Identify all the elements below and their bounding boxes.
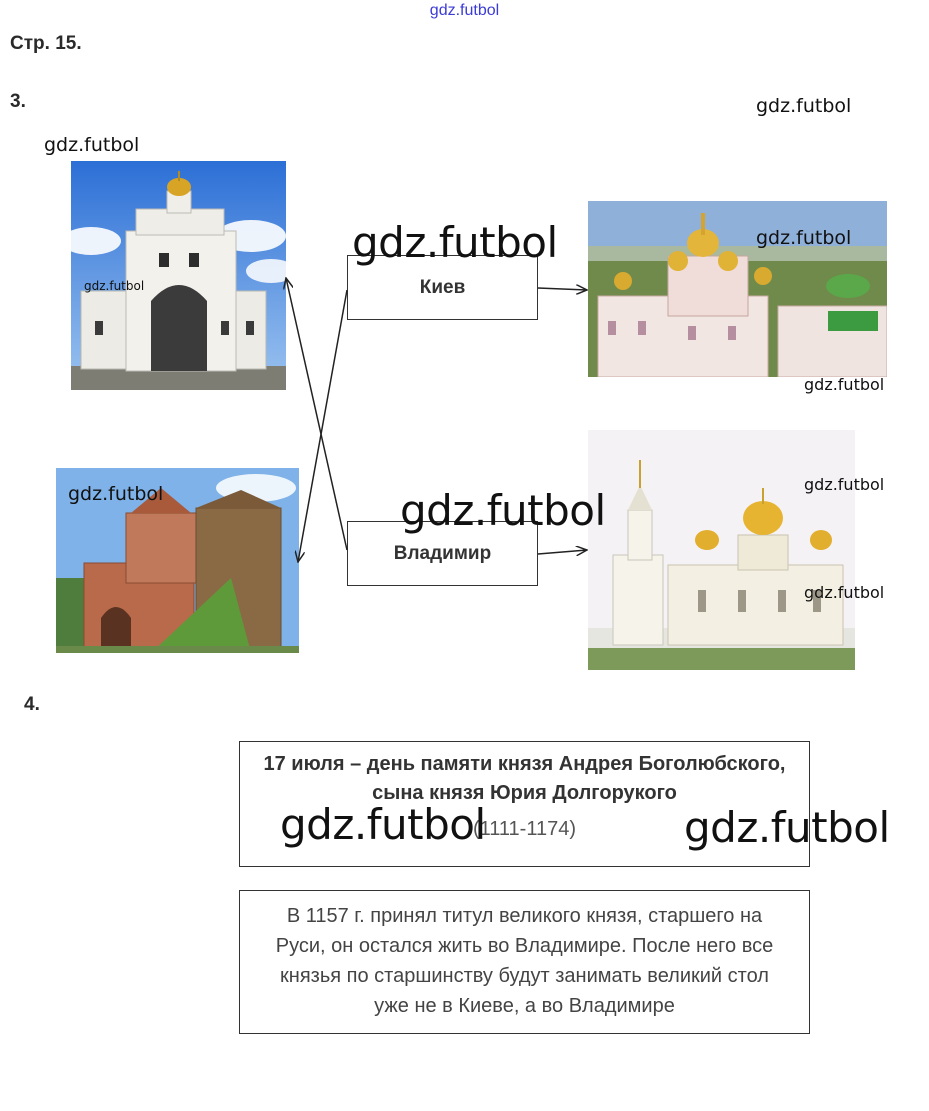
vladimir-box: Владимир: [347, 521, 538, 586]
watermark-text: gdz.futbol: [804, 583, 885, 602]
task-4-number: 4.: [24, 694, 40, 715]
watermark-text: gdz.futbol: [756, 95, 852, 117]
watermark-text: gdz.futbol: [84, 279, 145, 293]
watermark-text: gdz.futbol: [44, 134, 140, 156]
watermark-text: gdz.futbol: [280, 800, 486, 849]
watermark-text: gdz.futbol: [400, 486, 606, 535]
arrow-kiev-to-lavra: [538, 288, 587, 290]
arrow-vladimir-to-cathedral: [538, 550, 587, 554]
task-3-number: 3.: [10, 91, 26, 112]
watermark-text: gdz.futbol: [684, 803, 890, 852]
memo-years: (1111-1174): [472, 818, 577, 840]
watermark-text: gdz.futbol: [756, 227, 852, 249]
top-watermark: gdz.futbol: [429, 2, 500, 19]
kiev-box: Киев: [347, 255, 538, 320]
page-header: Стр. 15.: [10, 33, 82, 54]
memo-text-box: [239, 890, 810, 1034]
watermark-text: gdz.futbol: [804, 475, 885, 494]
memo-title: 17 июля – день памяти князя Андрея Боголюбского, сына князя Юрия Долгорукого: [263, 753, 786, 804]
watermark-text: gdz.futbol: [804, 375, 885, 394]
watermark-text: gdz.futbol: [352, 218, 558, 267]
arrow-kiev-to-golden-gate-kiev: [298, 290, 347, 562]
watermark-text: gdz.futbol: [68, 483, 164, 505]
memo-text: В 1157 г. принял титул великого князя, старшего на Руси, он остался жить во Владимире. После него все князья по старшинству будут занимать великий стол уже не в Киеве, а во Владимире: [275, 905, 774, 1017]
arrow-vladimir-to-golden-gate-vladimir: [286, 278, 347, 550]
